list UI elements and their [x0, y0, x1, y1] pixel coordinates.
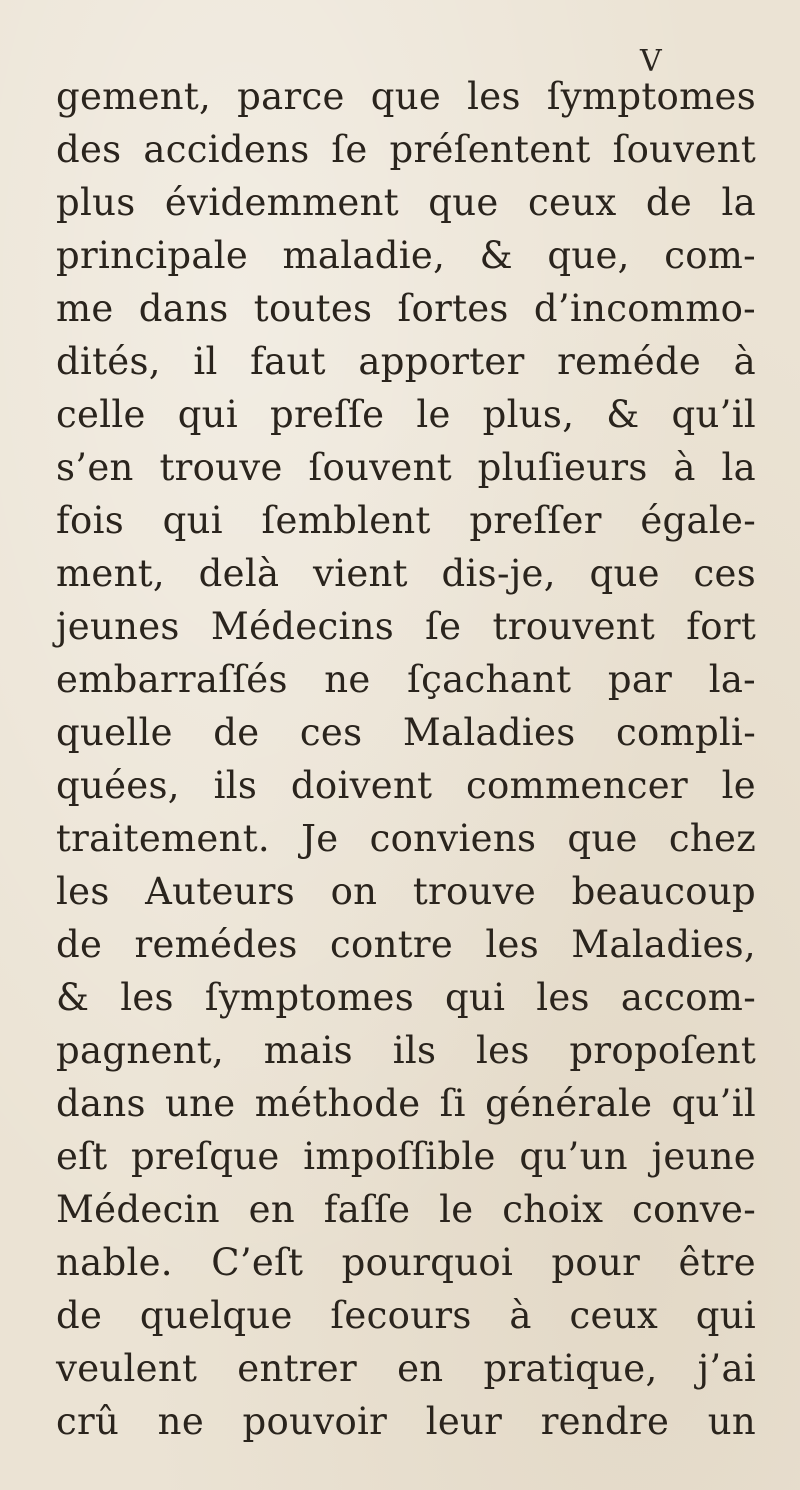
text-line: nable. C’eſt pourquoi pour être: [56, 1241, 756, 1284]
text-line: veulent entrer en pratique, j’ai: [56, 1347, 756, 1390]
text-line: Médecin en faſſe le choix conve-: [56, 1188, 756, 1231]
text-line: me dans toutes ſortes d’incommo-: [56, 287, 756, 330]
text-line: dans une méthode ſi générale qu’il: [56, 1082, 756, 1125]
text-block: [56, 70, 756, 1448]
text-line: celle qui preſſe le plus, & qu’il: [56, 393, 756, 436]
text-line: eſt preſque impoſſible qu’un jeune: [56, 1135, 756, 1178]
text-line: gement, parce que les ſymptomes: [56, 75, 756, 118]
signature-mark: V: [640, 44, 662, 79]
text-line: traitement. Je conviens que chez: [56, 817, 756, 860]
text-line: pagnent, mais ils les propoſent: [56, 1029, 756, 1072]
text-line: quées, ils doivent commencer le: [56, 764, 756, 807]
text-line: des accidens ſe préſentent ſouvent: [56, 128, 756, 171]
text-line: ment, delà vient dis-je, que ces: [56, 552, 756, 595]
text-line: s’en trouve ſouvent pluſieurs à la: [56, 446, 756, 489]
text-line: principale maladie, & que, com-: [56, 234, 756, 277]
text-line: jeunes Médecins ſe trouvent fort: [56, 605, 756, 648]
text-line: & les ſymptomes qui les accom-: [56, 976, 756, 1019]
text-line: de quelque ſecours à ceux qui: [56, 1294, 756, 1337]
text-line: crû ne pouvoir leur rendre un: [56, 1400, 756, 1443]
text-line: embarraſſés ne ſçachant par la-: [56, 658, 756, 701]
text-line: plus évidemment que ceux de la: [56, 181, 756, 224]
text-line: quelle de ces Maladies compli-: [56, 711, 756, 754]
text-line: dités, il faut apporter reméde à: [56, 340, 756, 383]
text-line: de remédes contre les Maladies,: [56, 923, 756, 966]
text-line: fois qui ſemblent preſſer égale-: [56, 499, 756, 542]
text-line: les Auteurs on trouve beaucoup: [56, 870, 756, 913]
